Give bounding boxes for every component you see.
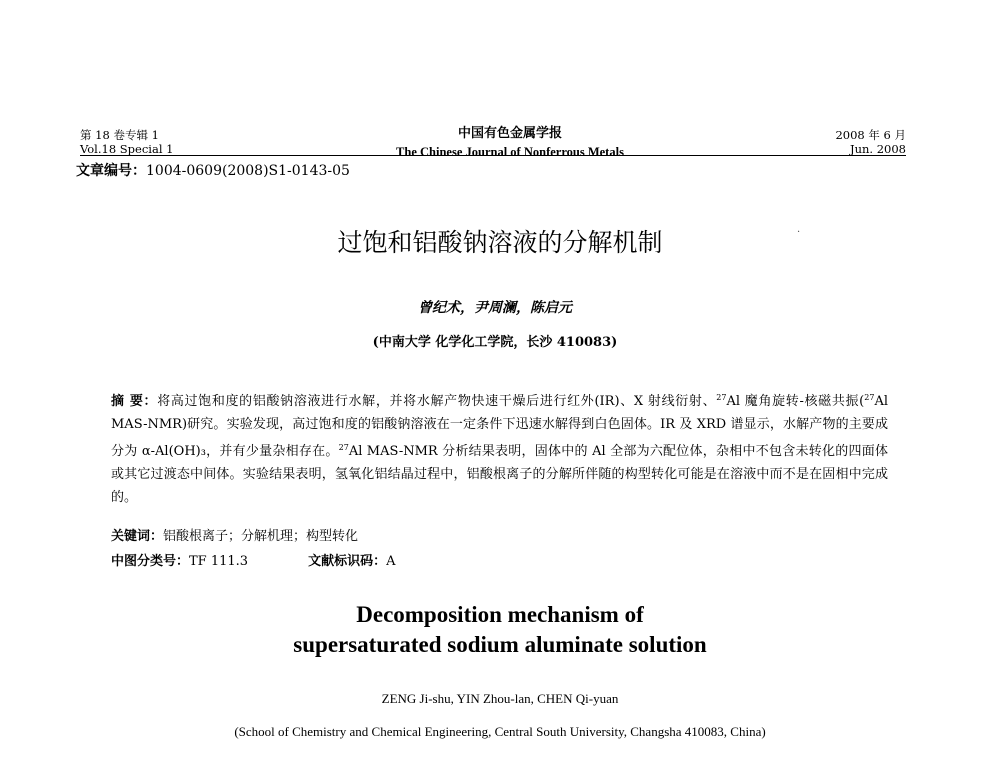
doc-code-value: A — [386, 554, 396, 569]
abstract-text-4: Al MAS-NMR 分析结果表明，固体中的 Al 全部为六配位体，杂相中不包含未转化的四面体或其它过渡态中间体。实验结果表明，氢氧化铝结晶过程中，铝酸根离子的分解所伴随的构型转化可能是在溶液中而不是在固相中完成的。 — [111, 444, 888, 505]
volume-cn: 第 18 卷专辑 1 — [80, 128, 159, 142]
journal-volume — [80, 128, 173, 156]
abstract-chinese — [111, 386, 888, 509]
article-number — [76, 160, 350, 180]
journal-name-en: The Chinese Journal of Nonferrous Metals — [396, 145, 624, 159]
abstract-text-2: Al 魔角旋转-核磁共振( — [726, 394, 865, 409]
affiliation-chinese: (中南大学 化学化工学院，长沙 410083) — [372, 335, 618, 350]
header-rule — [80, 155, 906, 156]
authors-chinese: 曾纪术，尹周澜，陈启元 — [418, 300, 572, 316]
doc-code-label: 文献标识码： — [308, 554, 387, 569]
title-english — [0, 600, 1000, 660]
title-english-line-1: Decomposition mechanism of — [356, 602, 644, 627]
journal-date — [835, 128, 906, 156]
isotope-sup-1: 27 — [716, 393, 727, 402]
authors-english: ZENG Ji-shu, YIN Zhou-lan, CHEN Qi-yuan — [381, 691, 619, 706]
speck-mark: · — [797, 227, 801, 238]
article-number-label: 文章编号： — [76, 163, 146, 179]
keywords-line — [111, 525, 358, 544]
abstract-text-3: Al MAS-NMR)研究。实验发现，高过饱和度的铝酸钠溶液在一定条件下迅速水解得到白色固体。IR 及 XRD 谱显示，水解产物的主要成分为 α-Al(OH)₃，并有少量杂相存在。 — [111, 394, 888, 459]
isotope-sup-3: 27 — [338, 443, 349, 452]
date-en: Jun. 2008 — [849, 142, 906, 156]
journal-name-cn: 中国有色金属学报 — [457, 126, 562, 141]
date-cn: 2008 年 6 月 — [835, 128, 906, 142]
clc-label: 中图分类号： — [111, 554, 190, 569]
clc-value: TF 111.3 — [189, 554, 249, 569]
affiliation-english: (School of Chemistry and Chemical Engineering, Central South University, Changsha 410083, China) — [234, 724, 766, 739]
abstract-label: 摘 要： — [111, 394, 158, 409]
classification-line — [111, 550, 395, 569]
abstract-text-1: 将高过饱和度的铝酸钠溶液进行水解，并将水解产物快速干燥后进行红外(IR)、X 射线衍射、 — [157, 394, 717, 409]
isotope-sup-2: 27 — [864, 393, 875, 402]
title-english-line-2: supersaturated sodium aluminate solution — [293, 632, 707, 657]
title-chinese: 过饱和铝酸钠溶液的分解机制 — [337, 228, 663, 257]
article-number-value: 1004-0609(2008)S1-0143-05 — [146, 163, 350, 179]
keywords-value: 铝酸根离子；分解机理；构型转化 — [163, 529, 359, 544]
volume-en: Vol.18 Special 1 — [80, 142, 174, 156]
keywords-label: 关键词： — [111, 529, 164, 544]
